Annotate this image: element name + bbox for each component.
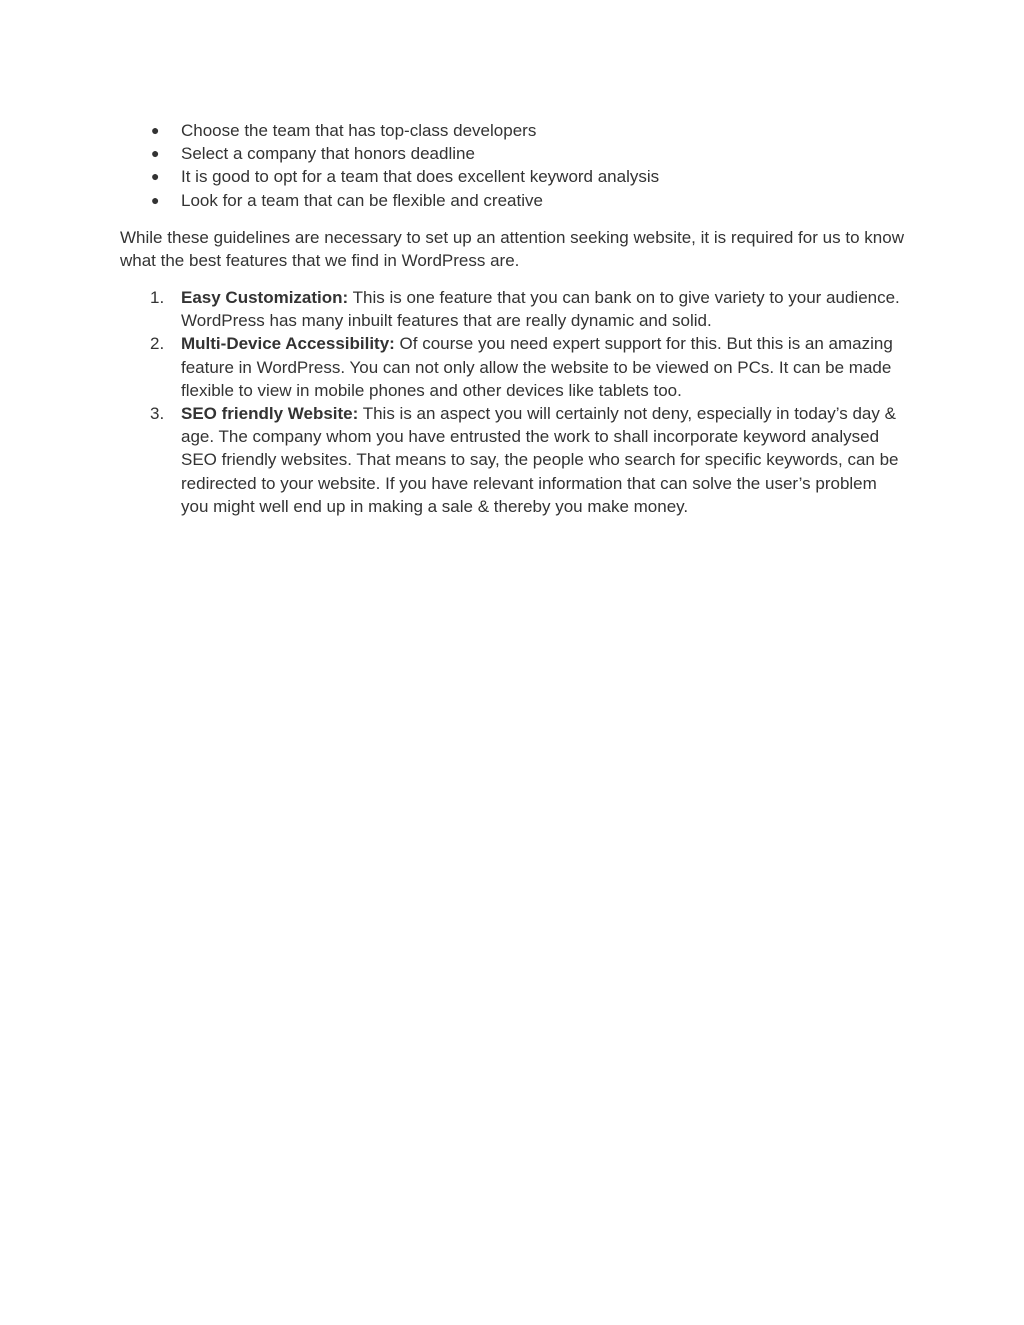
feature-body: Of course you need expert support for this. But this is an amazing feature in WordPress. You can not only allow the website to be viewed on PCs. It can be made flexible to view in mobile phones and other devices like tablets too. <box>181 334 893 400</box>
bullet-text: Select a company that honors deadline <box>181 144 475 164</box>
feature-heading: Easy Customization: <box>181 288 349 307</box>
bullet-list <box>120 119 904 212</box>
bullet-icon: ● <box>151 122 160 138</box>
bullet-icon: ● <box>151 168 160 185</box>
bullet-icon: ● <box>151 145 160 162</box>
bullet-text: Choose the team that has top-class developers <box>181 121 537 140</box>
feature-list <box>120 286 904 518</box>
bullet-item <box>120 119 904 142</box>
feature-body: This is one feature that you can bank on to give variety to your audience. WordPress has many inbuilt features that are really dynamic and solid. <box>181 288 900 331</box>
feature-heading: Multi-Device Accessibility: <box>181 334 395 354</box>
feature-body: This is an aspect you will certainly not deny, especially in today’s day & age. The company whom you have entrusted the work to shall incorporate keyword analysed SEO friendly websites. That means to say, the people who search for specific keywords, can be redirected to your website. If you have relevant information that can solve the user’s problem you might well end up in making a sale & thereby you make money. <box>181 404 899 516</box>
feature-number: 1. <box>150 288 165 307</box>
bullet-text: It is good to opt for a team that does excellent keyword analysis <box>181 167 660 187</box>
bullet-item <box>120 142 904 165</box>
bullet-text: Look for a team that can be flexible and creative <box>181 190 543 210</box>
feature-number: 3. <box>150 404 165 424</box>
feature-heading: SEO friendly Website: <box>181 404 359 424</box>
feature-number: 2. <box>150 334 165 354</box>
bullet-icon: ● <box>151 191 160 208</box>
bullet-item <box>120 165 904 188</box>
feature-item <box>120 332 904 402</box>
feature-item <box>120 286 904 332</box>
bullet-item <box>120 189 904 212</box>
feature-item <box>120 402 904 518</box>
intro-paragraph: While these guidelines are necessary to set up an attention seeking website, it is required for us to know what the best features that we find in WordPress are. <box>120 228 904 271</box>
